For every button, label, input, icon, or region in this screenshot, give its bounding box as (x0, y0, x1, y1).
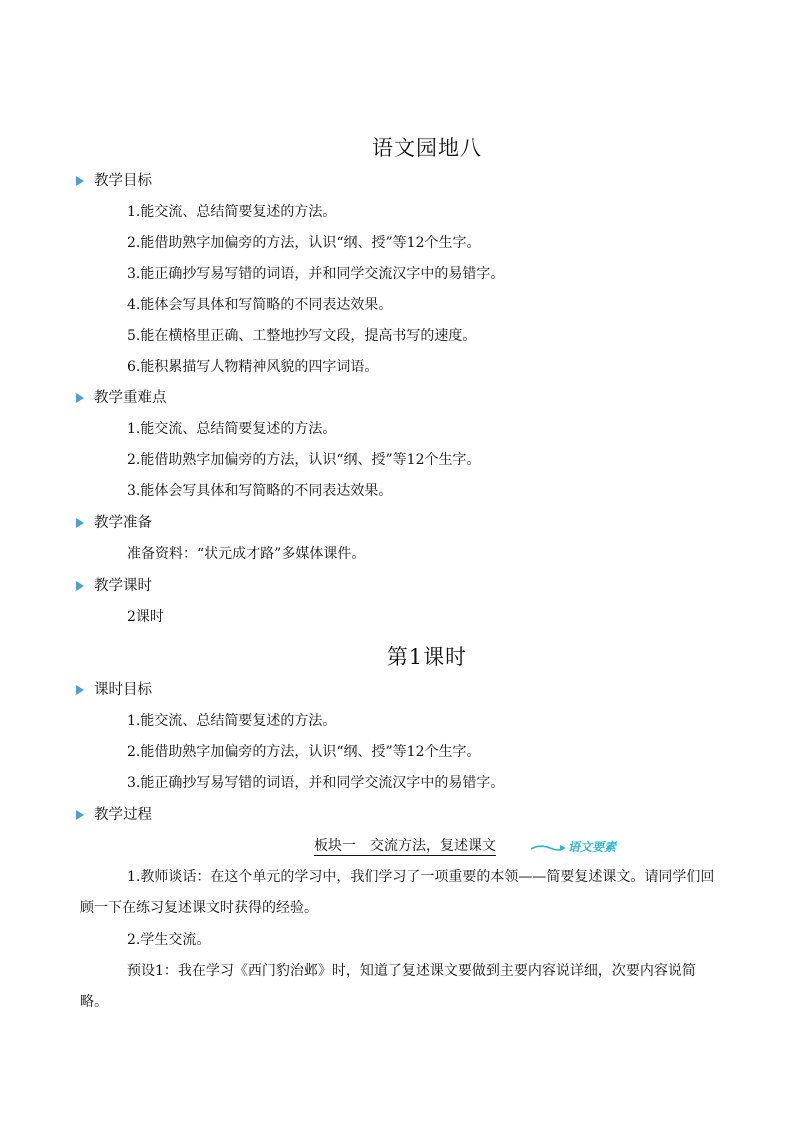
page-title: 语文园地八 (372, 136, 482, 160)
objective-item: 5.能在横格里正确、工整地抄写文段，提高书写的速度。 (127, 328, 477, 344)
process-paragraph: 2.学生交流。 (127, 932, 211, 948)
section-heading-label: 教学目标 (94, 173, 152, 189)
triangle-bullet-icon (76, 393, 84, 403)
section-heading-label: 教学课时 (94, 578, 152, 594)
section-heading-lesson-objectives (94, 680, 152, 700)
triangle-bullet-icon (76, 176, 84, 186)
block-title (314, 836, 496, 856)
section-heading-label: 教学准备 (94, 515, 152, 531)
process-paragraph: 1.教师谈话：在这个单元的学习中，我们学习了一项重要的本领——简要复述课文。请同学们回顾一下在练习复述课文时获得的经验。 (80, 869, 715, 916)
lesson-objective-item: 1.能交流、总结简要复述的方法。 (127, 713, 337, 729)
triangle-bullet-icon (76, 581, 84, 591)
section-heading-objectives (94, 171, 152, 191)
key-point-item: 3.能体会写具体和写简略的不同表达效果。 (127, 483, 393, 499)
triangle-bullet-icon (76, 518, 84, 528)
section-heading-label: 教学过程 (94, 807, 152, 823)
objective-item: 6.能积累描写人物精神风貌的四字词语。 (127, 359, 379, 375)
section-heading-preparation (94, 513, 152, 533)
objective-item: 2.能借助熟字加偏旁的方法，认识“纲、授”等12个生字。 (127, 235, 481, 251)
section-heading-hours (94, 576, 152, 596)
objective-item: 3.能正确抄写易写错的词语，并和同学交流汉字中的易错字。 (127, 266, 505, 282)
section-heading-key-points (94, 388, 167, 408)
triangle-bullet-icon (76, 810, 84, 820)
lesson-objective-item: 2.能借助熟字加偏旁的方法，认识“纲、授”等12个生字。 (127, 744, 481, 760)
key-point-item: 1.能交流、总结简要复述的方法。 (127, 421, 337, 437)
process-paragraph: 预设1：我在学习《西门豹治邺》时，知道了复述课文要做到主要内容说详细，次要内容说简略。 (80, 963, 696, 1010)
triangle-bullet-icon (76, 685, 84, 695)
hours-item: 2课时 (127, 609, 164, 625)
section-heading-process (94, 805, 152, 825)
section-heading-label: 教学重难点 (94, 390, 167, 406)
lesson-objective-item: 3.能正确抄写易写错的词语，并和同学交流汉字中的易错字。 (127, 775, 505, 791)
block-title-text: 板块一 交流方法，复述课文 (314, 838, 496, 854)
objective-item: 4.能体会写具体和写简略的不同表达效果。 (127, 297, 393, 313)
element-tag: 语文要素 (568, 840, 617, 854)
objective-item: 1.能交流、总结简要复述的方法。 (127, 204, 337, 220)
lesson-title: 第1课时 (386, 645, 468, 669)
section-heading-label: 课时目标 (94, 682, 152, 698)
preparation-item: 准备资料：“状元成才路”多媒体课件。 (127, 546, 366, 562)
arrow-right-icon (530, 843, 568, 853)
key-point-item: 2.能借助熟字加偏旁的方法，认识“纲、授”等12个生字。 (127, 452, 481, 468)
